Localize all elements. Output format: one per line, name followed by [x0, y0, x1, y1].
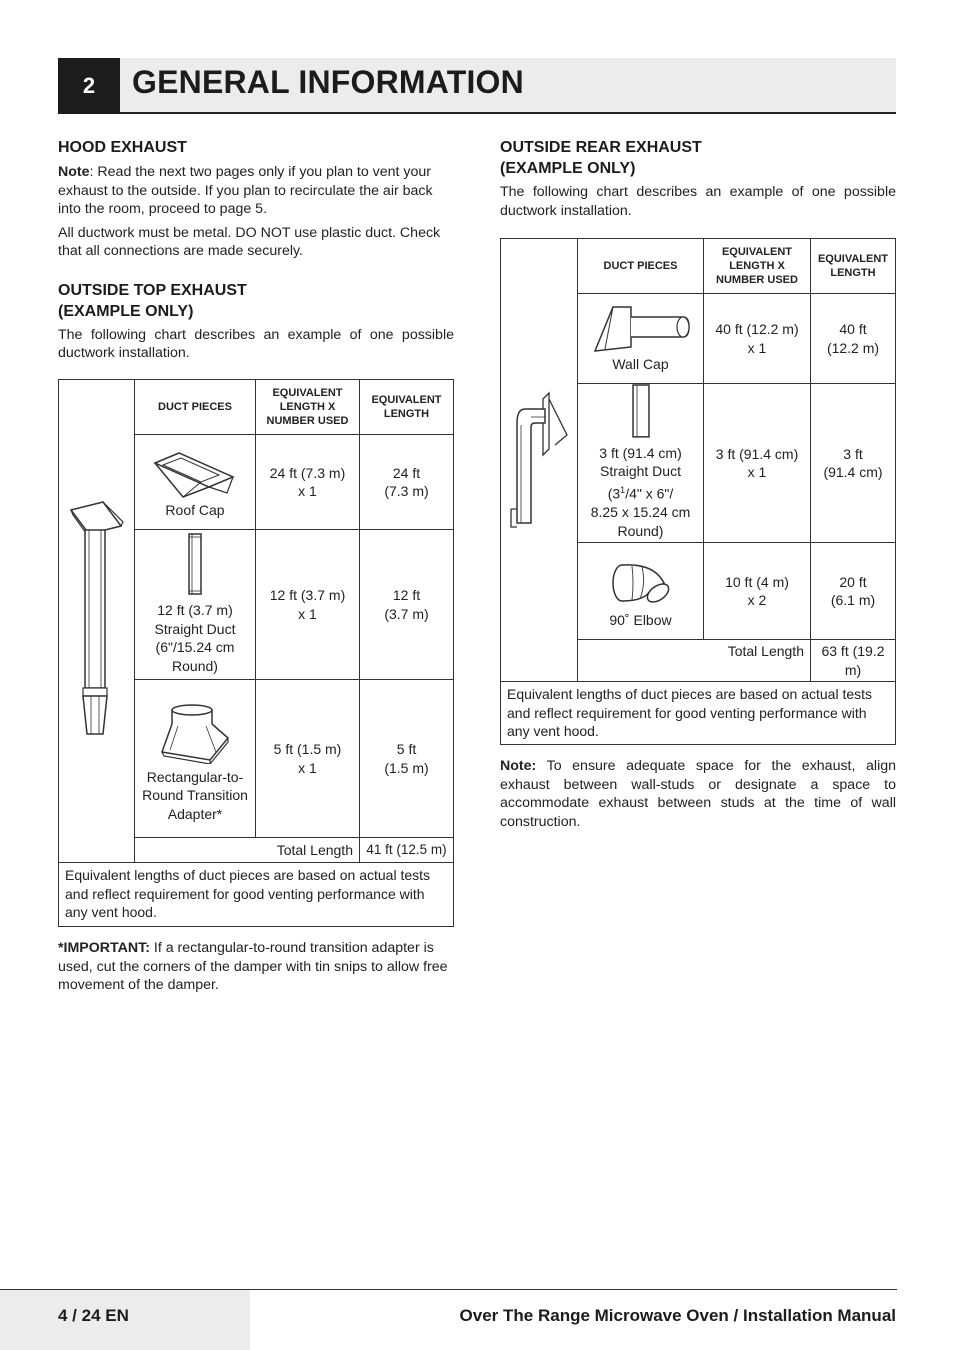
- right-column: [500, 137, 896, 220]
- duct-piece-name: Roof Cap: [165, 501, 225, 518]
- table-row-straight-duct: [134, 529, 255, 679]
- duct-piece-name-line: Round): [617, 522, 664, 539]
- number-used-value: x 1: [298, 605, 317, 622]
- table-footnote: Equivalent lengths of duct pieces are based on actual tests and reflect requirement for good venting performance with any vent hood.: [501, 681, 895, 744]
- note-text: : Read the next two pages only if you plan to vent your exhaust to the outside. If you plan to recirculate the air back into the room, proceed to page 5.: [58, 164, 433, 217]
- col-header-duct-pieces: DUCT PIECES: [134, 380, 255, 434]
- hood-exhaust-heading: HOOD EXHAUST: [58, 139, 187, 156]
- col-header-equivalent-length: EQUIVALENT LENGTH: [359, 380, 453, 434]
- col-header-duct-pieces: DUCT PIECES: [577, 239, 703, 293]
- duct-piece-name: 12 ft (3.7 m) Straight Duct (6"/15.24 cm Round): [154, 602, 236, 674]
- straight-duct-icon: [631, 384, 651, 438]
- equivalent-length-m: (7.3 m): [384, 483, 429, 499]
- section-header: [58, 58, 896, 114]
- left-column: [58, 137, 454, 363]
- length-used-cell: [703, 383, 810, 542]
- total-length-label: Total Length: [134, 837, 359, 862]
- note-label: Note: [58, 164, 90, 180]
- total-length-label: Total Length: [577, 639, 810, 681]
- equivalent-length-ft: 24 ft: [392, 464, 421, 481]
- total-length-value: 41 ft (12.5 m): [359, 837, 453, 862]
- col-header-equivalent-length: EQUIVALENT LENGTH: [810, 239, 895, 293]
- length-used-value: 40 ft (12.2 m): [715, 321, 799, 337]
- roof-vent-assembly-icon: [59, 380, 134, 862]
- equivalent-length-m: (12.2 m): [826, 339, 880, 356]
- equivalent-length-cell: [359, 434, 453, 529]
- top-exhaust-heading-line1: OUTSIDE TOP EXHAUST: [58, 281, 247, 299]
- wall-cap-icon: [591, 303, 691, 355]
- important-note: [58, 939, 454, 995]
- hood-note: [58, 163, 454, 219]
- equivalent-length-m: (6.1 m): [830, 592, 876, 608]
- number-used-value: x 1: [298, 483, 317, 499]
- transition-adapter-icon: [160, 702, 230, 764]
- duct-piece-name: 90˚ Elbow: [609, 611, 672, 628]
- wall-vent-assembly-icon: [501, 239, 577, 681]
- length-used-cell: [255, 434, 359, 529]
- length-used-cell: [255, 679, 359, 837]
- stud-spacing-note: [500, 757, 896, 831]
- rear-exhaust-table: [500, 238, 896, 745]
- rear-exhaust-heading-line1: OUTSIDE REAR EXHAUST: [500, 139, 702, 156]
- equivalent-length-cell: [810, 293, 895, 383]
- length-used-cell: [255, 529, 359, 679]
- number-used-value: x 1: [747, 464, 767, 480]
- table-row-straight-duct: [577, 383, 703, 542]
- size-text: (3: [607, 485, 621, 502]
- section-number: 2: [58, 58, 120, 114]
- table-row-elbow: [577, 542, 703, 639]
- size-text: /4" x 6"/: [625, 485, 674, 502]
- equivalent-length-m: (3.7 m): [384, 605, 429, 622]
- roof-cap-icon: [153, 449, 237, 501]
- note-label: Note:: [500, 758, 537, 774]
- top-exhaust-description: The following chart describes an example of one possible ductwork installation.: [58, 326, 454, 361]
- top-exhaust-table: [58, 379, 454, 927]
- section-title: GENERAL INFORMATION: [132, 64, 524, 100]
- rear-exhaust-description: The following chart describes an example of one possible ductwork installation.: [500, 184, 896, 219]
- duct-piece-size-line: [608, 481, 674, 503]
- length-used-value: 3 ft (91.4 cm): [715, 445, 799, 462]
- table-footnote: Equivalent lengths of duct pieces are based on actual tests and reflect requirement for good venting performance with any vent hood.: [59, 862, 453, 926]
- page-number: 4 / 24 EN: [58, 1306, 129, 1325]
- duct-piece-name-line: 8.25 x 15.24 cm: [590, 504, 691, 520]
- straight-duct-icon: [187, 533, 203, 595]
- number-used-value: x 1: [747, 339, 767, 356]
- note-text: To ensure adequate space for the exhaust, align exhaust between wall-studs or designate a space to accommodate exhaust between studs at the time of wall construction.: [500, 758, 896, 830]
- duct-piece-name: Rectangular-to-Round Transition Adapter*: [142, 768, 248, 822]
- duct-piece-name-line: 3 ft (91.4 cm): [599, 444, 682, 461]
- table-row-transition-adapter: [134, 679, 255, 837]
- length-used-cell: [703, 293, 810, 383]
- col-header-length-x-used: EQUIVALENT LENGTH X NUMBER USED: [703, 239, 810, 293]
- equivalent-length-cell: [810, 542, 895, 639]
- equivalent-length-m: (1.5 m): [384, 759, 429, 776]
- length-used-value: 12 ft (3.7 m): [269, 587, 346, 603]
- equivalent-length-cell: [810, 383, 895, 542]
- table-row-roof-cap: [134, 434, 255, 529]
- rear-exhaust-heading-line2: (EXAMPLE ONLY): [500, 160, 636, 177]
- equivalent-length-ft: 40 ft: [839, 321, 867, 337]
- table-row-wall-cap: [577, 293, 703, 383]
- equivalent-length-ft: 20 ft: [839, 573, 867, 590]
- col-header-length-x-used: EQUIVALENT LENGTH X NUMBER USED: [255, 380, 359, 434]
- rear-exhaust-illustration-cell: [501, 239, 577, 681]
- important-label: *IMPORTANT:: [58, 940, 150, 956]
- number-used-value: x 1: [298, 759, 317, 776]
- ductwork-warning: All ductwork must be metal. DO NOT use plastic duct. Check that all connections are made securely.: [58, 224, 441, 259]
- equivalent-length-cell: [359, 679, 453, 837]
- top-exhaust-illustration-cell: [59, 380, 134, 862]
- top-exhaust-heading-line2: (EXAMPLE ONLY): [58, 302, 194, 320]
- important-text: If a rectangular-to-round transition adapter is used, cut the corners of the damper with tin snips to allow free movement of the damper.: [58, 940, 448, 993]
- length-used-value: 10 ft (4 m): [725, 573, 789, 590]
- duct-piece-name-line: Straight Duct: [600, 463, 681, 480]
- total-length-value: 63 ft (19.2 m): [810, 639, 895, 681]
- duct-piece-name: Wall Cap: [612, 355, 669, 372]
- length-used-value: 5 ft (1.5 m): [273, 741, 342, 757]
- length-used-value: 24 ft (7.3 m): [269, 464, 346, 481]
- equivalent-length-ft: 12 ft: [392, 587, 421, 603]
- equivalent-length-m: (91.4 cm): [823, 464, 883, 480]
- equivalent-length-ft: 3 ft: [843, 445, 863, 462]
- elbow-icon: [610, 561, 672, 607]
- manual-title: Over The Range Microwave Oven / Installation Manual: [459, 1306, 896, 1325]
- length-used-cell: [703, 542, 810, 639]
- number-used-value: x 2: [747, 592, 767, 608]
- size-fraction-numerator: 1: [620, 484, 626, 495]
- equivalent-length-ft: 5 ft: [396, 741, 417, 757]
- equivalent-length-cell: [359, 529, 453, 679]
